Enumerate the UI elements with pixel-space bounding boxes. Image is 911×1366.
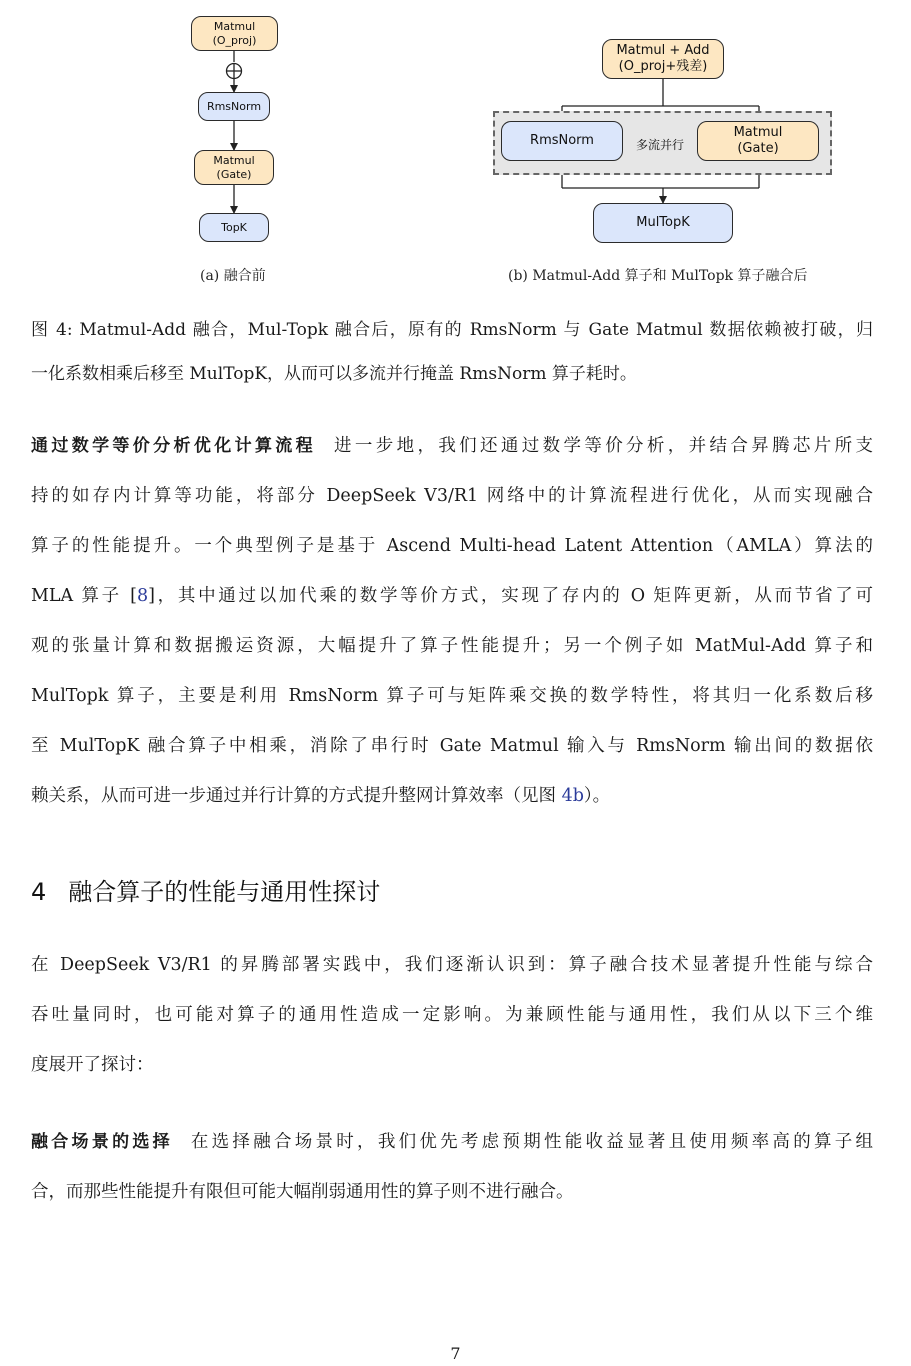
para-line <box>31 771 873 821</box>
matmul-o-proj-node <box>191 16 278 51</box>
para-line: MulTopk 算子，主要是利用 RmsNorm 算子可与矩阵乘交换的数学特性，将其归一化系数后移 <box>31 686 873 706</box>
paragraph-heading: 通过数学等价分析优化计算流程 <box>31 436 317 456</box>
para-line: 至 MulTopK 融合算子中相乘，消除了串行时 Gate Matmul 输入与 RmsNorm 输出间的数据依 <box>31 736 873 756</box>
paragraph-heading: 融合场景的选择 <box>31 1132 173 1152</box>
para-line: 算子的性能提升。一个典型例子是基于 Ascend Multi-head Latent Attention（AMLA）算法的 <box>31 536 873 556</box>
para-text: MLA 算子 [ <box>31 586 137 606</box>
para-line: 观的张量计算和数据搬运资源，大幅提升了算子性能提升；另一个例子如 MatMul-Add 算子和 <box>31 636 873 656</box>
para-text: ）。 <box>583 786 611 806</box>
paragraph-intro <box>31 940 873 1090</box>
multopk-node <box>593 203 733 243</box>
para-text: 在选择融合场景时，我们优先考虑预期性能收益显著且使用频率高的算子组 <box>190 1132 873 1152</box>
matmul-gate-node <box>194 150 274 185</box>
topk-node <box>199 213 269 242</box>
para-line: 在 DeepSeek V3/R1 的昇腾部署实践中，我们逐渐认识到：算子融合技术显著提升性能与综合 <box>31 955 873 975</box>
node-label: (O_proj) <box>212 33 257 47</box>
node-label: (Gate) <box>216 167 252 181</box>
rmsnorm-node-b <box>501 121 623 161</box>
figure-ref-link[interactable]: 4b <box>561 786 584 806</box>
node-label: MulTopK <box>636 214 690 230</box>
node-label: (O_proj+残差) <box>618 59 708 74</box>
citation-link[interactable]: 8 <box>136 586 149 606</box>
node-label: (Gate) <box>737 141 779 156</box>
para-text: ]，其中通过以加代乘的数学等价方式，实现了存内的 O 矩阵更新，从而节省了可 <box>148 586 873 606</box>
para-line: 度展开了探讨： <box>31 1055 154 1075</box>
section-title: 融合算子的性能与通用性探讨 <box>68 878 381 906</box>
subfigure-b-caption: (b) Matmul-Add 算子和 MulTopk 算子融合后 <box>508 268 808 284</box>
node-label: RmsNorm <box>206 99 262 113</box>
caption-line: 图 4: Matmul-Add 融合，Mul-Topk 融合后，原有的 RmsNorm 与 Gate Matmul 数据依赖被打破，归 <box>31 320 873 340</box>
node-label: Matmul <box>213 153 255 167</box>
para-line <box>31 421 873 471</box>
para-line: 合，而那些性能提升有限但可能大幅削弱通用性的算子则不进行融合。 <box>31 1182 574 1202</box>
para-line: 持的如存内计算等功能，将部分 DeepSeek V3/R1 网络中的计算流程进行优化，从而实现融合 <box>31 486 873 506</box>
matmul-gate-node-b <box>697 121 819 161</box>
para-line <box>31 571 873 621</box>
rmsnorm-node <box>198 92 270 121</box>
caption-line: 一化系数相乘后移至 MulTopK，从而可以多流并行掩盖 RmsNorm 算子耗时。 <box>31 364 637 384</box>
subfigure-a-caption: (a) 融合前 <box>200 268 266 284</box>
node-label: RmsNorm <box>530 132 594 148</box>
page-number: 7 <box>450 1344 461 1363</box>
parallel-label: 多流并行 <box>636 138 685 152</box>
figure-caption <box>31 308 873 396</box>
matmul-add-node <box>602 39 724 79</box>
para-line <box>31 1117 873 1167</box>
node-label: Matmul <box>733 124 783 140</box>
node-label: Matmul <box>213 19 256 33</box>
section-heading <box>31 872 380 907</box>
paragraph-fusion-scenario <box>31 1117 873 1217</box>
para-text: 赖关系，从而可进一步通过并行计算的方式提升整网计算效率（见图 <box>31 786 562 806</box>
paragraph-math-equivalence <box>31 421 873 821</box>
para-text: 进一步地，我们还通过数学等价分析，并结合昇腾芯片所支 <box>334 436 873 456</box>
para-line: 吞吐量同时，也可能对算子的通用性造成一定影响。为兼顾性能与通用性，我们从以下三个维 <box>31 1005 873 1025</box>
section-number: 4 <box>31 878 47 906</box>
node-label: TopK <box>221 220 247 234</box>
node-label: Matmul + Add <box>616 42 710 58</box>
